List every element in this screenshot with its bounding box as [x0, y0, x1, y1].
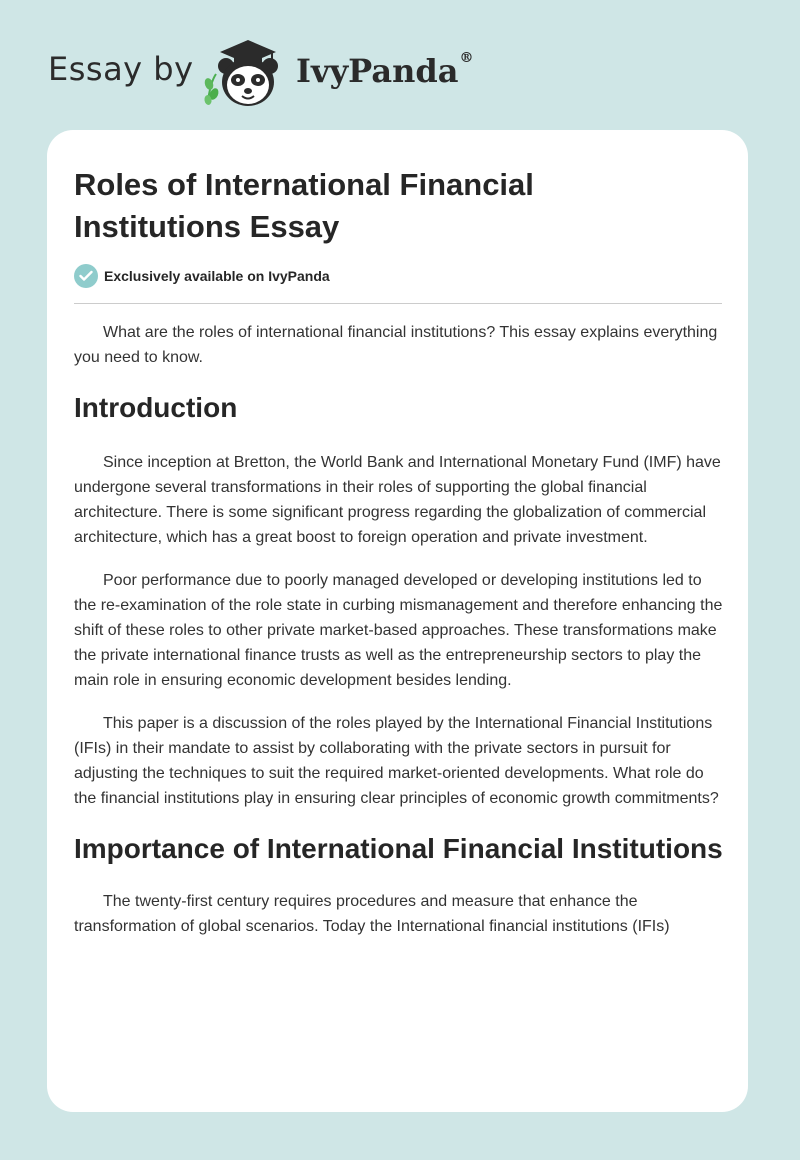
brand-name: IvyPanda [296, 52, 459, 90]
exclusive-badge [74, 264, 330, 288]
site-header [0, 0, 800, 130]
body-paragraph: Poor performance due to poorly managed developed or developing institutions led to the re-examination of the role state in curbing mismanagement and therefore enhancing the shift of these roles to other private market-based approaches. These transformations make the private international finance trusts as well as the entrepreneurship sectors to play the main role in ensuring economic development besides lending. [74, 572, 723, 689]
ivypanda-brand[interactable] [296, 52, 473, 90]
essay-by-label: Essay by [48, 50, 194, 88]
section-heading-importance: Importance of International Financial Institutions [74, 833, 723, 864]
body-paragraph: Since inception at Bretton, the World Bank and International Monetary Fund (IMF) have undergone several transformations in their roles of supporting the global financial architecture. There is some significant progress regarding the globalization of commercial architecture, which has a great boost to foreign operation and private investment. [74, 454, 721, 546]
body-paragraph: This paper is a discussion of the roles played by the International Financial Institutions (IFIs) in their mandate to assist by collaborating with the private sectors in pursuit for adjusting the techniques to suit the required market-oriented developments. What role do the financial institutions play in ensuring clear principles of economic growth commitments? [74, 715, 719, 807]
body-paragraph: The twenty-first century requires procedures and measure that enhance the transformation of global scenarios. Today the International financial institutions (IFIs) [74, 893, 670, 935]
intro-paragraph: What are the roles of international financial institutions? This essay explains everything you need to know. [74, 324, 718, 366]
exclusive-badge-label: Exclusively available on IvyPanda [104, 268, 330, 284]
section-heading-introduction: Introduction [74, 392, 238, 423]
registered-mark: ® [459, 50, 474, 66]
essay-title: Roles of International Financial Institutions Essay [74, 167, 534, 244]
check-circle-icon [74, 264, 98, 288]
essay-card [47, 130, 748, 1112]
essay-body [74, 320, 724, 957]
title-divider [74, 303, 722, 304]
panda-graduate-logo-icon[interactable] [200, 36, 290, 110]
